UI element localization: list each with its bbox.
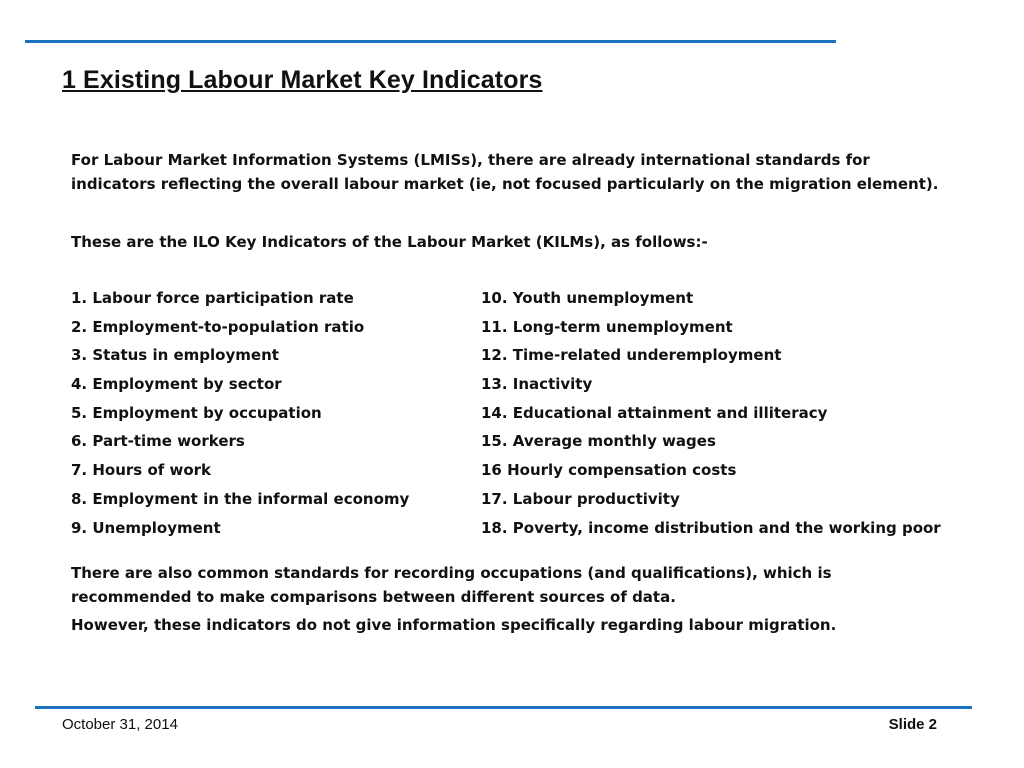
- top-divider: [25, 40, 836, 43]
- indicator-item: 12. Time-related underemployment: [481, 346, 782, 365]
- indicator-item: 3. Status in employment: [71, 346, 279, 365]
- indicator-item: 10. Youth unemployment: [481, 289, 694, 307]
- slide-body: [71, 148, 951, 637]
- indicators-right-column: [481, 286, 951, 544]
- indicator-item: 13. Inactivity: [481, 375, 593, 394]
- indicator-item: 17. Labour productivity: [481, 489, 680, 508]
- footer-date: October 31, 2014: [62, 716, 178, 733]
- indicators-left-column: [71, 286, 481, 544]
- indicator-item: 7. Hours of work: [71, 461, 212, 480]
- indicator-item: 6. Part-time workers: [71, 432, 245, 451]
- indicator-item: 1. Labour force participation rate: [71, 289, 354, 307]
- indicator-item: 9. Unemployment: [71, 518, 221, 537]
- indicator-item: 11. Long-term unemployment: [481, 317, 733, 336]
- indicator-item: 5. Employment by occupation: [71, 403, 322, 422]
- indicator-item: 2. Employment-to-population ratio: [71, 317, 365, 336]
- indicators-table: [71, 286, 951, 544]
- common-standards-paragraph: There are also common standards for recording occupations (and qualifications), which is recommended to make comparisons between different sources of data.: [71, 564, 832, 607]
- indicator-item: 14. Educational attainment and illiteracy: [481, 403, 828, 422]
- kilm-intro-paragraph: These are the ILO Key Indicators of the Labour Market (KILMs), as follows:-: [71, 233, 708, 251]
- indicator-item: 18. Poverty, income distribution and the working poor: [481, 518, 941, 537]
- indicator-item: 8. Employment in the informal economy: [71, 489, 410, 508]
- intro-paragraph: For Labour Market Information Systems (LMISs), there are already international standards for indicators reflecting the overall labour market (ie, not focused particularly on the migration element).: [71, 151, 939, 193]
- bottom-divider: [35, 706, 972, 709]
- indicator-item: 16 Hourly compensation costs: [481, 461, 737, 480]
- indicator-item: 4. Employment by sector: [71, 375, 282, 394]
- however-paragraph: However, these indicators do not give information specifically regarding labour migration.: [71, 616, 837, 635]
- indicator-item: 15. Average monthly wages: [481, 432, 716, 451]
- slide-number: Slide 2: [888, 716, 937, 733]
- slide-title: 1 Existing Labour Market Key Indicators: [62, 66, 543, 94]
